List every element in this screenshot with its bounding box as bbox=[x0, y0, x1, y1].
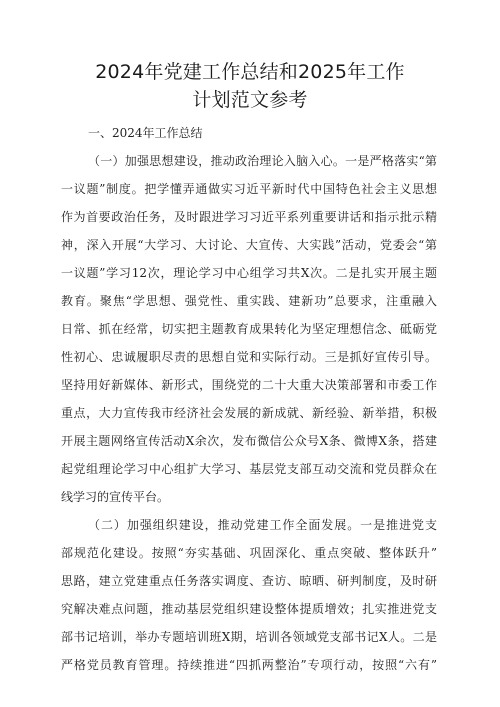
document-title-line-2: 计划范文参考 bbox=[192, 89, 308, 111]
body-line: 一议题”制度。把学懂弄通做实习近平新时代中国特色社会主义思想 bbox=[61, 182, 437, 196]
body-line: 一议题”学习12次，理论学习中心组学习共X次。二是扎实开展主题 bbox=[61, 266, 437, 280]
body-line: 究解决难点问题，推动基层党组织建设整体提质增效；扎实推进党支 bbox=[61, 602, 437, 616]
body-line: 教育。聚焦“学思想、强党性、重实践、建新功”总要求，注重融入 bbox=[61, 294, 437, 308]
body-line: （二）加强组织建设，推动党建工作全面发展。一是推进党支 bbox=[88, 518, 437, 532]
document-title-line-1: 2024年党建工作总结和2025年工作 bbox=[95, 61, 405, 83]
body-line: 部书记培训，举办专题培训班X期，培训各领域党支部书记X人。二是 bbox=[61, 630, 437, 644]
body-line: 重点，大力宣传我市经济社会发展的新成就、新经验、新举措，积极 bbox=[61, 406, 437, 420]
body-line: 部规范化建设。按照“夯实基础、巩固深化、重点突破、整体跃升” bbox=[61, 546, 437, 560]
body-line: 起党组理论学习中心组扩大学习、基层党支部互动交流和党员群众在 bbox=[61, 462, 437, 476]
body-line: 日常、抓在经常，切实把主题教育成果转化为坚定理想信念、砥砺党 bbox=[61, 322, 437, 336]
body-line: 思路，建立党建重点任务落实调度、查访、晾晒、研判制度，及时研 bbox=[61, 574, 437, 588]
body-line: 坚持用好新媒体、新形式，围绕党的二十大重大决策部署和市委工作 bbox=[61, 378, 437, 392]
body-line: 神，深入开展“大学习、大讨论、大宣传、大实践”活动，党委会“第 bbox=[61, 238, 437, 252]
body-line: 性初心、忠诚履职尽责的思想自觉和实际行动。三是抓好宣传引导。 bbox=[61, 350, 437, 364]
body-line: 作为首要政治任务，及时跟进学习习近平系列重要讲话和指示批示精 bbox=[61, 210, 437, 224]
body-line: （一）加强思想建设，推动政治理论入脑入心。一是严格落实“第 bbox=[88, 154, 437, 168]
body-line: 开展主题网络宣传活动X余次，发布微信公众号X条、微博X条，搭建 bbox=[61, 434, 437, 448]
body-line: 严格党员教育管理。持续推进“四抓两整治”专项行动，按照“六有” bbox=[61, 658, 437, 672]
body-line: 线学习的宣传平台。 bbox=[61, 490, 170, 504]
section-heading: 一、2024年工作总结 bbox=[88, 126, 203, 140]
